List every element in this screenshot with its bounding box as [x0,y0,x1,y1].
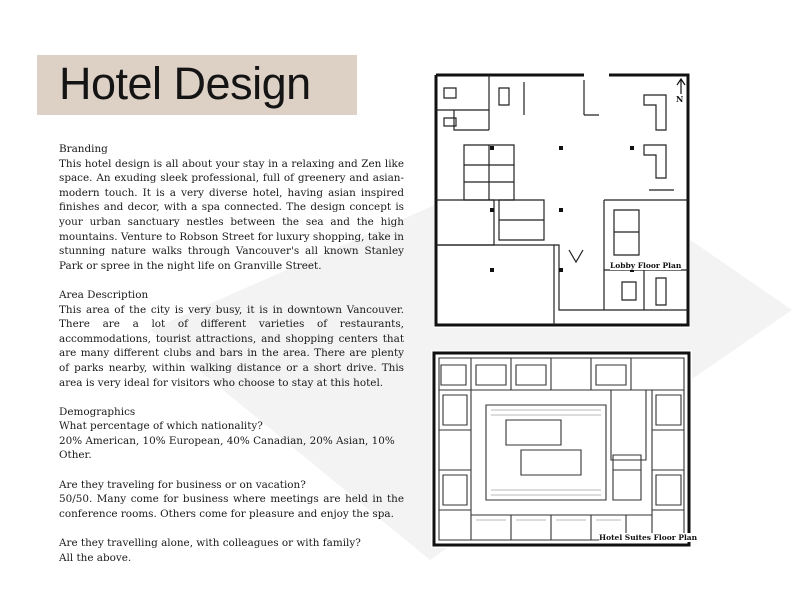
north-label: N [676,94,684,104]
lobby-plan-label: Lobby Floor Plan [610,261,682,270]
text-column [59,142,404,565]
demographics-answer-3: All the above. [59,551,132,564]
area-text: This area of the city is very busy, it is in downtown Vancouver. There are a lot of different varieties of restaurants, accommodations, tourist attractions, and shopping centers that are many different clubs and bars in the area. There are plenty of parks nearby, within walking distance or a short drive. This area is very ideal for visitors who choose to stay at this hotel. [59,303,404,389]
demographics-answer-1: 20% American, 10% European, 40% Canadian, 20% Asian, 10% Other. [59,434,395,462]
branding-text: This hotel design is all about your stay in a relaxing and Zen like space. An exuding sleek professional, full of greenery and asian-modern touch. It is a very diverse hotel, having asian inspired finishes and decor, with a spa connected. The design concept is your urban sanctuary nestles between the sea and the high mountains. Venture to Robson Street for luxury shopping, take in stunning nature walks through Vancouver's all known Stanley Park or spree in the night life on Granville Street. [59,157,404,272]
page-title: Hotel Design [59,58,311,109]
suites-floor-plan [431,350,698,548]
demographics-heading: Demographics [59,405,136,418]
north-arrow-icon [677,79,685,94]
suites-plan-drawing [431,350,692,548]
demographics-question-3: Are they travelling alone, with colleagues or with family? [59,537,361,550]
suites-plan-label: Hotel Suites Floor Plan [599,533,698,542]
title-banner [37,55,357,115]
lobby-floor-plan [434,70,690,328]
demographics-answer-2: 50/50. Many come for business where meetings are held in the conference rooms. Others come for pleasure and enjoy the spa. [59,493,404,520]
demographics-question-2: Are they traveling for business or on vacation? [59,478,306,491]
demographics-question-1: What percentage of which nationality? [59,420,263,433]
branding-heading: Branding [59,143,108,155]
area-heading: Area Description [59,288,149,301]
lobby-plan-drawing [434,70,690,328]
